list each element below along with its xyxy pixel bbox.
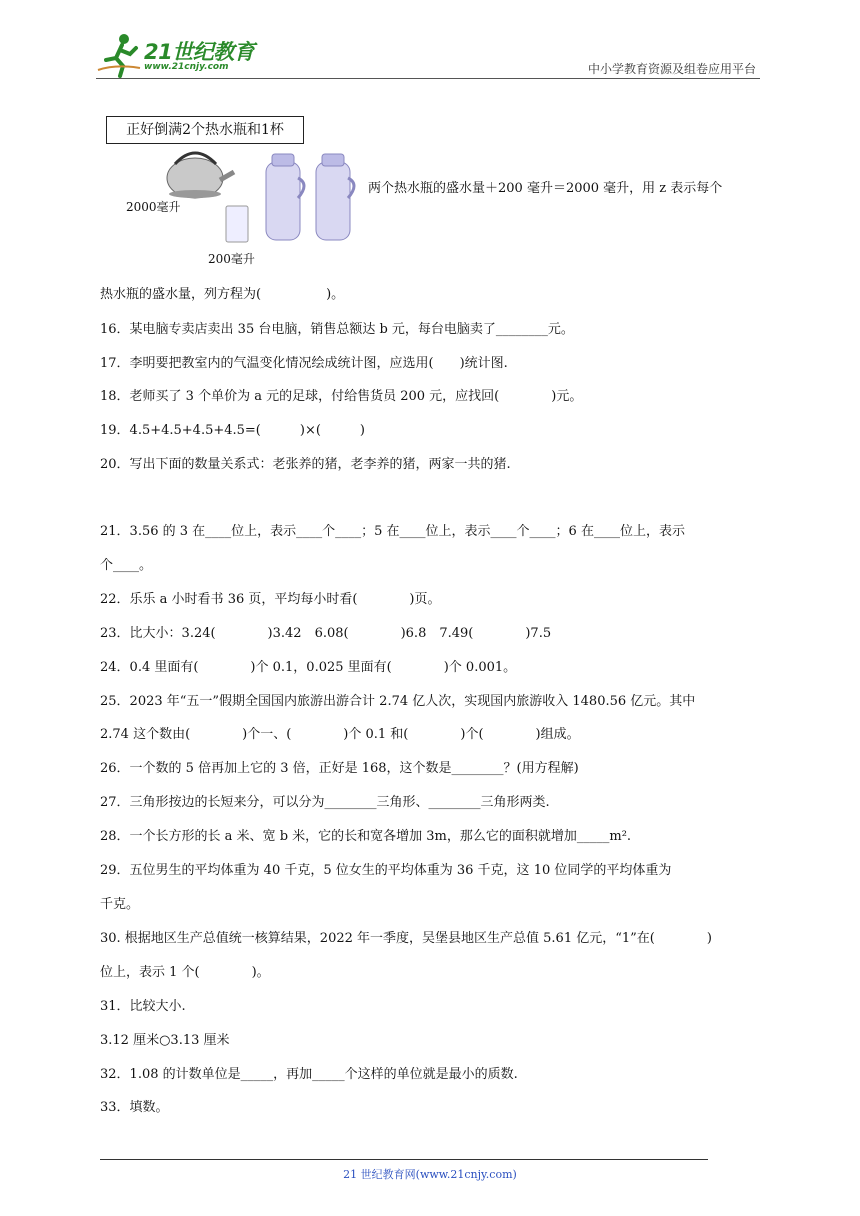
kettle-volume-label: 2000毫升 [126,200,181,214]
question-28: 28．一个长方形的长 a 米、宽 b 米，它的长和宽各增加 3m，那么它的面积就增加_____m². [100,829,632,844]
question-31-item: 3.12 厘米○3.13 厘米 [100,1033,230,1048]
question-21-line-1: 21．3.56 的 3 在____位上，表示____个____；5 在____位上，表示____个____；6 在____位上，表示 [100,524,685,539]
figure-caption-box: 正好倒满2个热水瓶和1杯 [106,116,304,144]
question-27: 27．三角形按边的长短来分，可以分为________三角形、________三角形两类. [100,795,550,810]
question-32: 32．1.08 的计数单位是_____，再加_____个这样的单位就是最小的质数. [100,1067,518,1082]
question-15-line-2: 热水瓶的盛水量，列方程为( )。 [100,287,345,302]
logo-text: 21世纪教育 [144,40,255,64]
site-logo[interactable] [96,30,266,80]
footer-divider [100,1159,708,1160]
question-33: 33．填数。 [100,1100,169,1115]
page-header [96,30,760,80]
question-24: 24．0.4 里面有( )个 0.1，0.025 里面有( )个 0.001。 [100,660,517,675]
question-26: 26．一个数的 5 倍再加上它的 3 倍，正好是 168，这个数是________？(用方程解) [100,761,579,776]
question-16: 16．某电脑专卖店卖出 35 台电脑，销售总额达 b 元，每台电脑卖了________元。 [100,322,574,337]
cup-volume-label: 200毫升 [208,252,255,266]
question-25-line-1: 25．2023 年“五一”假期全国国内旅游出游合计 2.74 亿人次，实现国内旅游收入 1480.56 亿元。其中 [100,694,696,709]
question-25-line-2: 2.74 这个数由( )个一、( )个 0.1 和( )个( )组成。 [100,727,580,742]
question-31: 31．比较大小. [100,999,186,1014]
logo-url: www.21cnjy.com [144,62,229,72]
question-21-line-2: 个____。 [100,558,153,573]
question-15-line-1: 两个热水瓶的盛水量＋200 毫升＝2000 毫升，用 z 表示每个 [368,181,723,196]
question-19: 19．4.5+4.5+4.5+4.5=( )×( ) [100,423,365,438]
question-22: 22．乐乐 a 小时看书 36 页，平均每小时看( )页。 [100,592,441,607]
footer-source[interactable]: 21 世纪教育网(www.21cnjy.com) [343,1168,517,1181]
platform-title: 中小学教育资源及组卷应用平台 [587,62,756,76]
water-bottles-figure [120,144,370,270]
question-17: 17．李明要把教室内的气温变化情况绘成统计图，应选用( )统计图. [100,356,508,371]
question-30-line-1: 30. 根据地区生产总值统一核算结果，2022 年一季度，吴堡县地区生产总值 5.61 亿元，“1”在( ) [100,931,712,946]
question-29-line-2: 千克。 [100,897,140,912]
question-18: 18．老师买了 3 个单价为 a 元的足球，付给售货员 200 元，应找回( )元。 [100,389,583,404]
question-29-line-1: 29．五位男生的平均体重为 40 千克，5 位女生的平均体重为 36 千克，这 10 位同学的平均体重为 [100,863,672,878]
runner-icon [96,30,144,78]
question-23: 23．比大小：3.24( )3.42 6.08( )6.8 7.49( )7.5 [100,626,552,641]
header-divider [96,78,760,79]
question-30-line-2: 位上，表示 1 个( )。 [100,965,270,980]
question-20: 20．写出下面的数量关系式：老张养的猪，老李养的猪，两家一共的猪. [100,457,511,472]
